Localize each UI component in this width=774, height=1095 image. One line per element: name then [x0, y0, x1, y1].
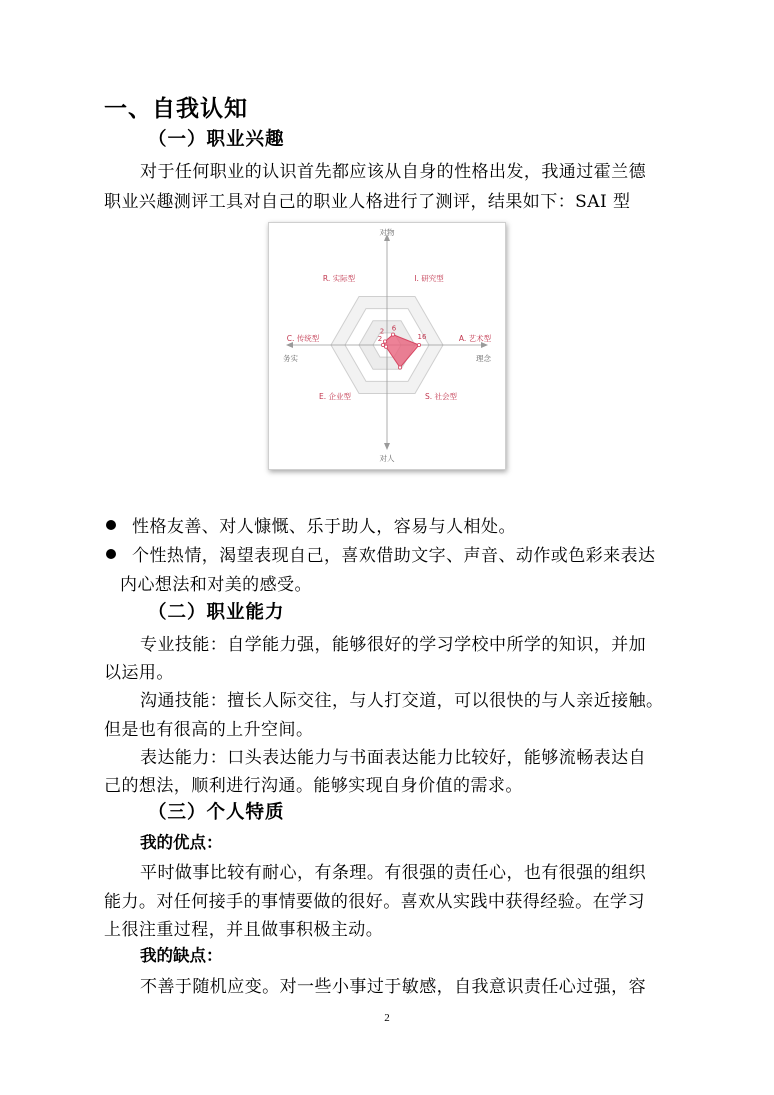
data-point — [417, 343, 420, 346]
arrow-down — [384, 443, 390, 450]
bullet-text: 个性热情，渴望表现自己，喜欢借助文字、声音、动作或色彩来表达 — [132, 546, 656, 566]
category-label: I. 研究型 — [414, 274, 444, 283]
heading-self-awareness: 一、自我认知 — [104, 96, 248, 122]
axis-label-bottom: 对人 — [379, 454, 395, 463]
paragraph-line: 专业技能：自学能力强，能够很好的学习学校中所学的知识，并加 — [140, 635, 647, 655]
bullet-text-continued: 内心想法和对美的感受。 — [120, 575, 312, 595]
category-label: C. 传统型 — [286, 334, 320, 343]
paragraph-line: 以运用。 — [104, 663, 174, 683]
bullet-text: 性格友善、对人慷慨、乐于助人，容易与人相处。 — [132, 517, 516, 537]
paragraph-line: 上很注重过程，并且做事积极主动。 — [104, 920, 384, 940]
paragraph-line: 但是也有很高的上升空间。 — [104, 720, 314, 740]
paragraph-line: 不善于随机应变。对一些小事过于敏感，自我意识责任心过强，容 — [140, 977, 647, 997]
holland-radar-chart — [268, 222, 506, 470]
page-number: 2 — [384, 1012, 390, 1024]
bullet-dot — [106, 549, 116, 559]
paragraph-line: 己的想法，顺利进行沟通。能够实现自身价值的需求。 — [104, 776, 523, 796]
paragraph-line: 表达能力：口头表达能力与书面表达能力比较好，能够流畅表达自 — [140, 748, 647, 768]
data-point — [383, 340, 386, 343]
weaknesses-title: 我的缺点： — [140, 946, 223, 965]
axis-label-right: 理念 — [476, 354, 491, 363]
paragraph-line: 沟通技能：擅长人际交往，与人打交道，可以很快的与人亲近接触。 — [140, 691, 664, 711]
section-title-ability: （二）职业能力 — [148, 602, 285, 623]
value-label: 16 — [417, 333, 427, 341]
paragraph-line: 平时做事比较有耐心，有条理。有很强的责任心，也有很强的组织 — [140, 863, 647, 883]
radar-svg — [269, 223, 505, 469]
axis-label-top: 对物 — [379, 228, 395, 237]
paragraph-line: 对于任何职业的认识首先都应该从自身的性格出发，我通过霍兰德 — [140, 162, 647, 182]
section-title-traits: （三）个人特质 — [148, 802, 285, 823]
category-label: E. 企业型 — [318, 392, 352, 401]
value-label: 2 — [379, 327, 385, 336]
strengths-title: 我的优点： — [140, 833, 223, 852]
data-point — [381, 343, 384, 346]
data-point — [398, 366, 401, 369]
section-title-interest: （一）职业兴趣 — [148, 129, 285, 150]
value-label: 6 — [391, 324, 397, 333]
data-point — [391, 333, 394, 336]
category-label: A. 艺术型 — [458, 334, 492, 343]
axis-label-left: 务实 — [283, 354, 298, 363]
bullet-dot — [106, 520, 116, 530]
category-label: R. 实际型 — [322, 274, 356, 283]
category-label: S. 社会型 — [424, 392, 458, 401]
value-label: 2 — [377, 335, 383, 343]
paragraph-line: 能力。对任何接手的事情要做的很好。喜欢从实践中获得经验。在学习 — [104, 892, 645, 912]
paragraph-line: 职业兴趣测评工具对自己的职业人格进行了测评，结果如下：SAI 型 — [104, 192, 631, 212]
